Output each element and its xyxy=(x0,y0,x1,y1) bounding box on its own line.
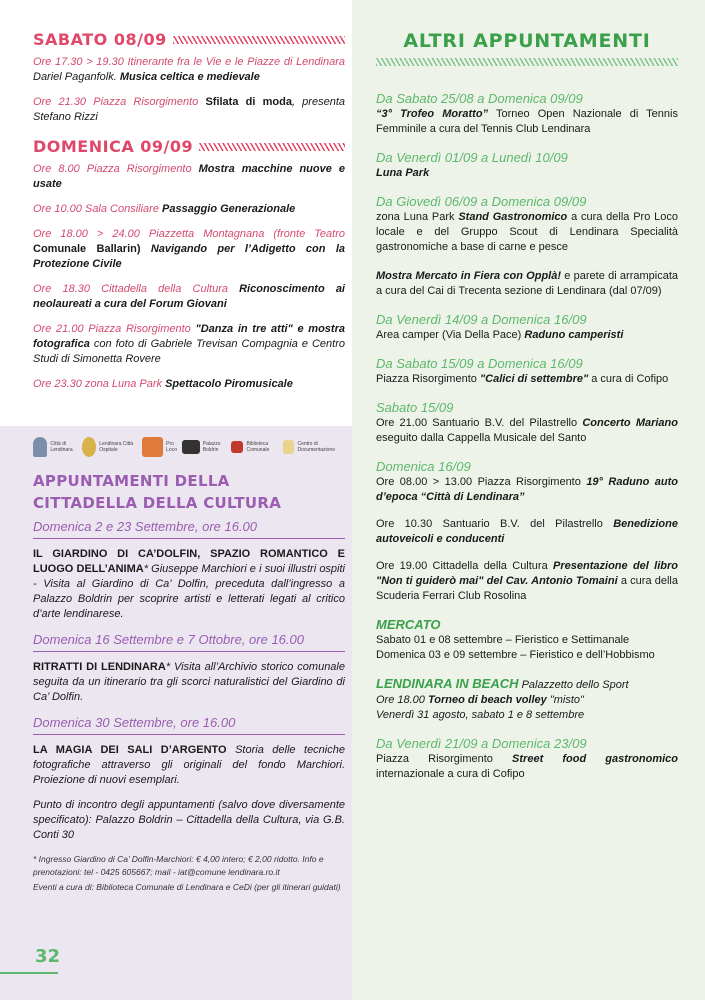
page-number: 32 xyxy=(35,946,61,967)
culture-date: Domenica 2 e 23 Settembre, ore 16.00 xyxy=(33,519,345,539)
event-item: Ore 8.00 Piazza Risorgimento Mostra macchine nuove e usate xyxy=(33,163,345,190)
logo-centro-documentazione: Centro di Documentazione xyxy=(283,440,345,454)
sponsor-logos xyxy=(33,432,345,462)
street-food-event: Da Venerdì 21/09 a Domenica 23/09 Piazza Risorgimento Street food gastronomico internazionale a cura di Cofipo xyxy=(376,736,678,780)
event-item: Ore 23.30 zona Luna Park Spettacolo Piromusicale xyxy=(33,378,293,390)
other-events-title: ALTRI APPUNTAMENTI xyxy=(403,30,651,52)
crest-icon xyxy=(33,437,47,457)
logo-citta-ospitale: Lendinara Città Ospitale xyxy=(82,437,143,457)
market-section: MERCATO Sabato 01 e 08 settembre – Fieristico e Settimanale Domenica 03 e 09 settembre – Fieristico e dell’Hobbismo xyxy=(376,617,655,661)
event-item: Da Venerdì 14/09 a Domenica 16/09 Area camper (Via Della Pace) Raduno camperisti xyxy=(376,312,624,341)
logo-pro-loco: Pro Loco xyxy=(142,437,182,457)
culture-date: Domenica 16 Settembre e 7 Ottobre, ore 16.00 xyxy=(33,632,345,652)
building-icon xyxy=(182,440,200,454)
event-item: Ore 18.30 Cittadella della Cultura Riconoscimento ai neolaureati a cura del Forum Giovani xyxy=(33,283,345,310)
beach-section: LENDINARA IN BEACH Palazzetto dello Sport Ore 18.00 Torneo di beach volley "misto" Venerdì 31 agosto, sabato 1 e 8 settembre xyxy=(376,676,629,721)
zigzag-decoration xyxy=(199,143,345,151)
left-schedule xyxy=(33,30,345,402)
culture-event: RITRATTI DI LENDINARA* Visita all’Archivio storico comunale seguita da un itinerario tra gli scorci naturalistici del Giardino di Ca’ Dolfin. xyxy=(33,661,345,703)
sunday-heading: DOMENICA 09/09 xyxy=(33,137,345,156)
event-item: Ore 21.00 Piazza Risorgimento "Danza in tre atti" e mostra fotografica con foto di Gabriele Trevisan Compagnia e Centro Studi di Simonetta Rovere xyxy=(33,323,345,365)
other-events xyxy=(376,30,678,794)
culture-event: LA MAGIA DEI SALI D’ARGENTO Storia delle tecniche fotografiche attraverso gli originali del fondo Marchiori. Proiezione di nuovi esemplari. xyxy=(33,744,345,786)
event-item: Ore 17.30 > 19.30 Itinerante fra le Vie e le Piazze di Lendinara Dariel Paganfolk. Musica celtica e medievale xyxy=(33,56,345,83)
logo-palazzo-boldrin: Palazzo Boldrin xyxy=(182,440,230,454)
culture-heading: APPUNTAMENTI DELLA CITTADELLA DELLA CULTURA xyxy=(33,472,282,512)
logo-biblioteca: Biblioteca Comunale xyxy=(231,441,284,453)
event-item: Da Giovedì 06/09 a Domenica 09/09 zona Luna Park Stand Gastronomico a cura della Pro Loco locale e del Gruppo Scout di Lendinara Specialità gastronomiche a base di carne e pesce xyxy=(376,194,678,253)
culture-events xyxy=(33,519,345,902)
logo-citta-lendinara: Città di Lendinara xyxy=(33,437,82,457)
event-item: Sabato 15/09 Ore 21.00 Santuario B.V. del Pilastrello Concerto Mariano eseguito dalla Cappella Musicale del Santo xyxy=(376,400,678,444)
event-item: Ore 21.30 Piazza Risorgimento Sfilata di moda, presenta Stefano Rizzi xyxy=(33,96,345,123)
event-item: Ore 18.00 > 24.00 Piazzetta Montagnana (fronte Teatro Comunale Ballarin) Navigando per l’Adigetto con la Protezione Civile xyxy=(33,228,345,270)
event-item: Mostra Mercato in Fiera con Opplà! e parete di arrampicata a cura del Cai di Trecenta sezione di Lendinara (dal 07/09) xyxy=(376,270,679,297)
zigzag-decoration xyxy=(376,58,678,66)
culture-date: Domenica 30 Settembre, ore 16.00 xyxy=(33,715,345,735)
footnote: * Ingresso Giardino di Ca’ Dolfin-Marchiori: € 4,00 intero; € 2,00 ridotto. Info e prenotazioni: tel - 0425 605667; mail - iat@comune lendinara.ro.it xyxy=(33,854,324,877)
event-item: Ore 10.00 Sala Consiliare Passaggio Generazionale xyxy=(33,203,296,215)
event-item: Ore 10.30 Santuario B.V. del Pilastrello Benedizione autoveicoli e conducenti xyxy=(376,518,678,545)
right-column xyxy=(352,0,705,1000)
event-item: Da Sabato 25/08 a Domenica 09/09 “3° Trofeo Moratto” Torneo Open Nazionale di Tennis Femminile a cura del Tennis Club Lendinara xyxy=(376,91,678,135)
zigzag-decoration xyxy=(173,36,345,44)
doc-center-icon xyxy=(283,440,294,454)
library-icon xyxy=(231,441,244,453)
pro-loco-icon xyxy=(142,437,163,457)
event-item: Domenica 16/09 Ore 08.00 > 13.00 Piazza Risorgimento 19° Raduno auto d’epoca “Città di Lendinara” xyxy=(376,459,678,503)
culture-event: IL GIARDINO DI CA’DOLFIN, SPAZIO ROMANTICO E LUOGO DELL’ANIMA* Giuseppe Marchiori e i suoi illustri ospiti - Visita al Giardino di Ca’ Dolfin, preceduta dall’ingresso a Palazzo Boldrin per scoprire artisti e letterati legati al critico d’arte lendinarese. xyxy=(33,548,345,620)
event-item: Da Sabato 15/09 a Domenica 16/09 Piazza Risorgimento "Calici di settembre" a cura di Cofipo xyxy=(376,356,669,385)
event-item: Da Venerdì 01/09 a Lunedì 10/09 Luna Park xyxy=(376,150,568,179)
emblem-icon xyxy=(82,437,96,457)
organizers-note: Eventi a cura di: Biblioteca Comunale di Lendinara e CeDi (per gli itinerari guidati) xyxy=(33,882,341,892)
meeting-point: Punto di incontro degli appuntamenti (salvo dove diversamente specificato): Palazzo Boldrin – Cittadella della Cultura, via G.B. Conti 30 xyxy=(33,799,345,841)
page-number-underline xyxy=(0,972,58,974)
saturday-heading: SABATO 08/09 xyxy=(33,30,345,49)
event-item: Ore 19.00 Cittadella della Cultura Presentazione del libro "Non ti guiderò mai" del Cav. Antonio Tomaini a cura della Scuderia Ferrari Club Rosolina xyxy=(376,560,678,602)
